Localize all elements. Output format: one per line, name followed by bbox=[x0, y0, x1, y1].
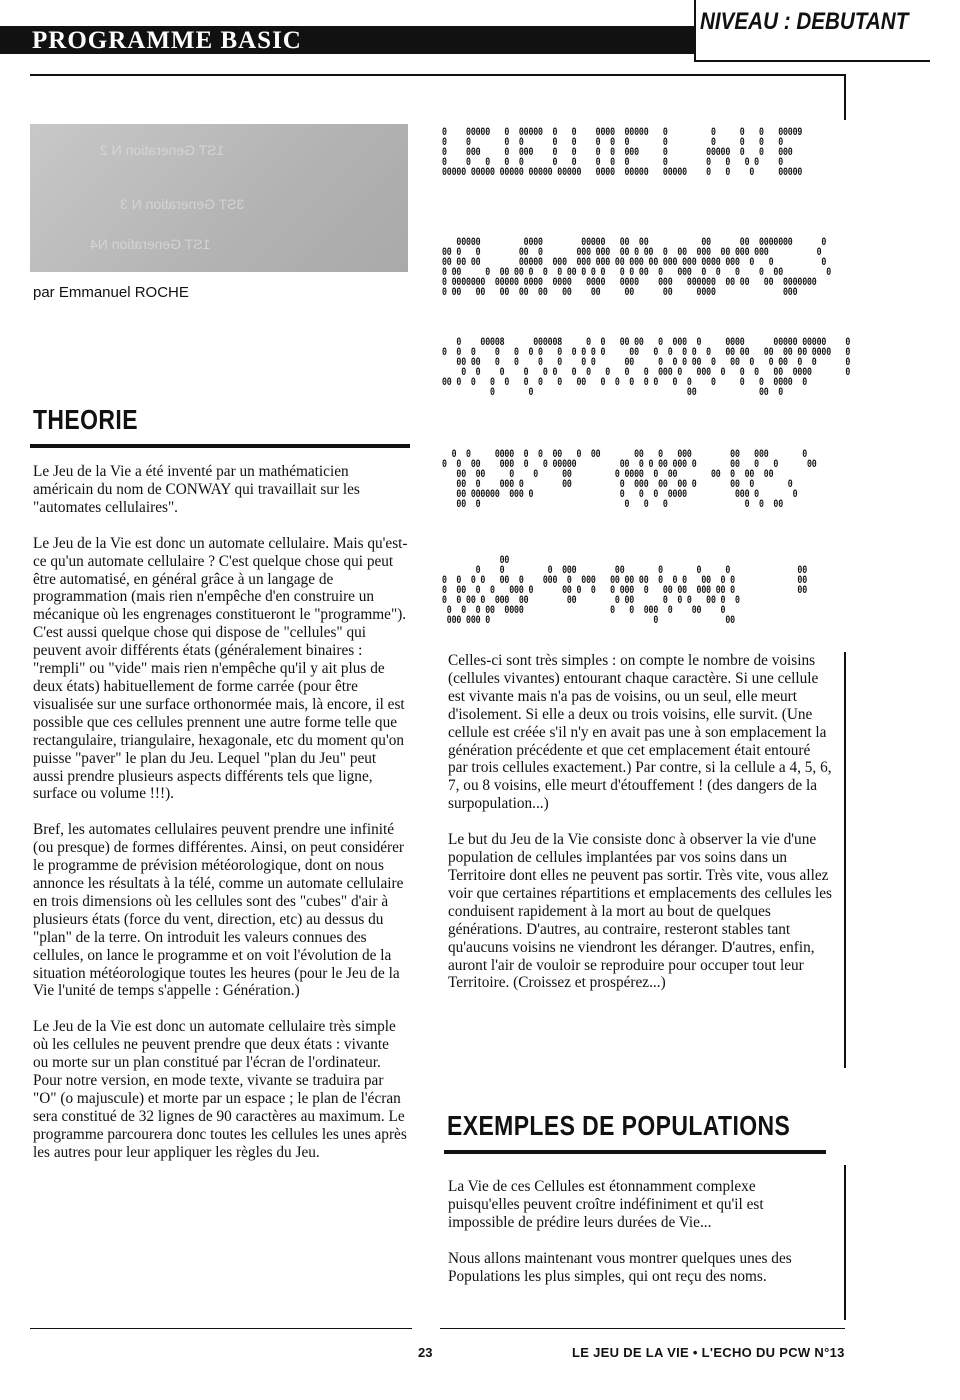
examples-title-rule bbox=[444, 1150, 826, 1154]
theory-paragraph: Le Jeu de la Vie a été inventé par un mathématicien américain du nom de CONWAY qui travaillait sur les "automates cellulaires". bbox=[33, 463, 360, 516]
rules-column bbox=[448, 652, 833, 992]
generation-art-3: 0 00008 000008 0 0 00 00 0 000 0 0000 00000 00000 0 0 0 0 0 0 0 0 0 0 0 0 0 00 0 0 0 0 0 00 00 00 00 00 0000 0 00 00 0 0 0 0 0 0 00 0 0 0 00 0 00 0 0 00 0 0 0 0 0 0 0 0 0 0 0 0 0 0 000 0 000 0 0 0 00 0000 0 00 0 0 0 0 0 0 0 00 0 0 0 0 0 0 0 0 0 0 0000 0 0 0 00 00 0 bbox=[442, 337, 851, 399]
page-number: 23 bbox=[418, 1345, 433, 1360]
generation-art-2: 00000 0000 00000 00 00 00 00 0000000 0 00 0 0 00 0 000 000 00 0 00 0 00 000 00 000 000 0 00 00 00 00000 000 000 000 00 000 00 000 000 0000 000 0 0 0 0 00 0 00 00 0 0 0 00 0 0 0 0 0 00 0 000 0 0 0 0 00 0 0 0000000 00000 0000 0000 0000 0000 000 000000 00 00 00 0000000 0 00 00 00 00 00 00 00 00 00 0000 000 bbox=[442, 237, 832, 299]
generation-art-4: 0 0 0000 0 0 00 0 00 00 0 000 00 000 0 0 0 00 000 0 0 00000 00 0 0 00 000 0 00 0 0 00 00 00 0 0 00 0 0000 0 00 00 0 00 00 00 0 000 0 00 0 000 00 00 0 00 0 0 00 000000 000 0 0 0 0 0000 000 0 0 00 0 0 0 0 0 0 00 bbox=[442, 449, 817, 511]
theory-paragraph: Bref, les automates cellulaires peuvent prendre une infinité (ou presque) de formes différentes. Ainsi, on peut considérer le programme de prévision météorologique, dont on nous annonce les résultats à la télé, comme un automate cellulaire en trois dimensions où les cellules sont des "cubes" d'air à plusieurs états (force du vent, direction, etc) au dessus du "plan" de la terre. On introduit les valeurs connues des cellules, on lance le programme et on voit l'évolution de la situation météorologique toutes les heures (pour le Jeu de la Vie l'unité de temps s'appelle : Génération.) bbox=[33, 821, 404, 1000]
generation-art-1: 0 00000 0 00000 0 0 0000 00000 0 0 0 0 00009 0 0 0 0 0 0 0 0 0 0 0 0 0 0 0 000 0 000 0 0 0 0 000 0 00000 0 0 000 0 0 0 0 0 0 0 0 0 0 0 0 0 0 0 0 00000 00000 00000 00000 00000 0000 00000 00000 0 0 0 00000 bbox=[442, 127, 803, 179]
theory-title: THEORIE bbox=[33, 404, 138, 435]
theory-paragraph: Le Jeu de la Vie est donc un automate cellulaire. Mais qu'est-ce qu'un automate cellulaire ? C'est quelque chose qui peut être automatisé, en général grâce à un langage de programmation (mais rien n'empêche d'en construire un mécanique où les engrenages constitueront le "programme"). C'est aussi quelque chose qui dispose de "cellules" qui peuvent avoir différents états (généralement binaires : "rempli" ou "vide" mais rien n'empêche qu'il y ait plus de deux états) habituellement de forme carrée (pour être visualisée sur une surface orthonormée mais, là encore, il est possible que ces cellules prennent une autre forme telle que rectangulaire, triangulaire, hexagonale, etc du moment qu'on puisse "paver" le plan du Jeu. Lequel "plan du Jeu" peut aussi prendre plusieurs aspects différents tels que ligne, surface ou volume !!!). bbox=[33, 534, 408, 803]
author: par Emmanuel ROCHE bbox=[33, 284, 189, 301]
illustration-photo bbox=[30, 124, 408, 272]
bottom-rule-left bbox=[30, 1328, 412, 1329]
top-rule-vertical bbox=[844, 74, 846, 120]
photo-caption-2: 3ST Generation N 3 bbox=[120, 196, 245, 212]
theory-title-rule bbox=[30, 444, 410, 448]
rules-paragraph: Le but du Jeu de la Vie consiste donc à observer la vie d'une population de cellules implantées par vos soins dans un Territoire dont elles ne peuvent pas sortir. Très vite, vous allez voir que certaines répartitions et emplacements des cellules les conduisent rapidement à la mort au bout de quelques générations. D'autres, au contraire, resteront stables tant qu'aucuns voisins ne viendront les déranger. D'autres, enfin, auront l'air de vouloir se reproduire pour occuper tout leur Territoire. (Croissez et prospérez...) bbox=[448, 831, 832, 992]
examples-column bbox=[448, 1178, 828, 1286]
footer-title: LE JEU DE LA VIE • L'ECHO DU PCW N°13 bbox=[572, 1345, 845, 1360]
theory-paragraph: Le Jeu de la Vie est donc un automate cellulaire très simple où les cellules ne peuvent prendre que deux états : vivante ou morte sur un plan constitué par l'écran de l'ordinateur. Pour notre version, en mode texte, vivante se traduira par "O" (o majuscule) et morte par un espace ; le plan de l'écran sera constitué de 32 lignes de 90 caractères au maximum. Le programme parcourera donc toutes les cellules les unes après les autres pour leur appliquer les règles du Jeu. bbox=[33, 1018, 407, 1161]
photo-caption-3: 1ST Generation N4 bbox=[90, 236, 211, 252]
examples-title: EXEMPLES DE POPULATIONS bbox=[447, 1110, 791, 1141]
photo-caption-1: 1ST Generation N 2 bbox=[100, 142, 225, 158]
level-label: NIVEAU : DEBUTANT bbox=[700, 8, 909, 35]
examples-paragraph: Nous allons maintenant vous montrer quelques unes des Populations les plus simples, qui ont reçu des noms. bbox=[448, 1249, 792, 1285]
top-rule bbox=[30, 74, 846, 76]
right-column-rule bbox=[844, 652, 846, 1068]
theory-column bbox=[33, 463, 408, 1162]
right-column-rule-2 bbox=[844, 1165, 846, 1320]
generation-art-5: 00 0 0 0 000 00 0 0 0 00 0 0 0 0 00 0 000 0 000 00 00 00 0 0 0 00 0 0 00 0 00 0 0 000 0 00 0 0 0 000 0 00 00 000 00 0 00 0 0 00 0 000 00 00 0 00 0 0 0 00 0 0 0 0 0 00 0000 0 0 000 0 00 0 000 000 0 0 00 bbox=[442, 555, 808, 627]
section-header: PROGRAMME BASIC bbox=[32, 27, 302, 54]
rules-paragraph: Celles-ci sont très simples : on compte le nombre de voisins (cellules vivantes) entourant chaque caractère. Si une cellule est vivante mais n'a pas de voisins, ou un seul, elle meurt d'isolement. Si elle a deux ou trois voisins, elle survit. (Une cellule est créée s'il n'y en avait pas une à son emplacement la génération précédente et que cet emplacement était entouré par trois cellules exactement.) Par contre, si la cellule a 4, 5, 6, 7, ou 8 voisins, elle meurt d'étouffement ! (des dangers de la surpopulation...) bbox=[448, 652, 832, 813]
examples-paragraph: La Vie de ces Cellules est étonnamment complexe puisqu'elles peuvent croître indéfiniment et qu'il est impossible de prédire leurs durées de Vie... bbox=[448, 1178, 764, 1231]
bottom-rule-right bbox=[440, 1328, 845, 1329]
